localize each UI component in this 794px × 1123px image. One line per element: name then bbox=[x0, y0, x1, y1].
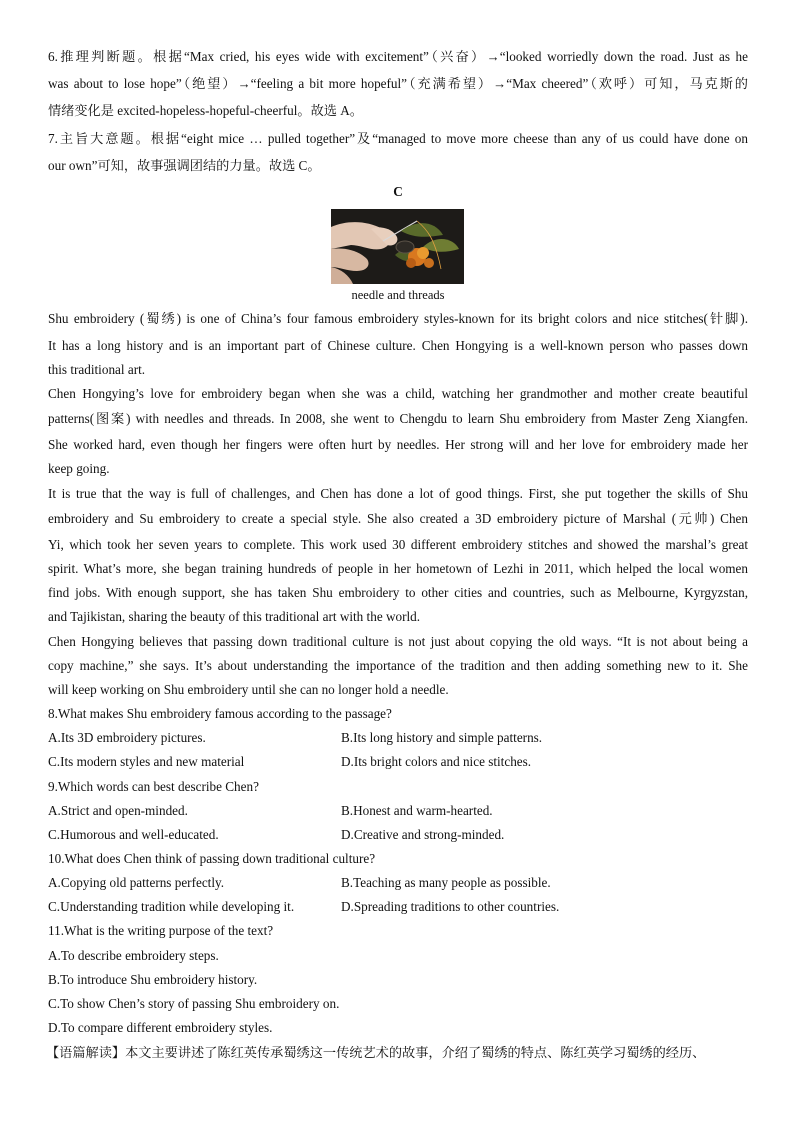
question-stem: 10.What does Chen think of passing down traditional culture? bbox=[48, 851, 376, 866]
answer-option: B.Honest and warm-hearted. bbox=[341, 803, 493, 818]
answer-option: A.To describe embroidery steps. bbox=[48, 948, 219, 963]
answer-option: D.Spreading traditions to other countries. bbox=[341, 899, 560, 914]
answer-option: A.Copying old patterns perfectly. bbox=[48, 875, 225, 890]
passage-line: copy machine,” she says. It’s about understanding the importance of the tradition and then adding something new to it. She bbox=[48, 658, 748, 673]
answer-option: B.To introduce Shu embroidery history. bbox=[48, 972, 258, 987]
question-stem: 9.Which words can best describe Chen? bbox=[48, 779, 259, 794]
q6-explanation-line-2: was about to lose hope”（绝望）→“feeling a bit more hopeful”（充满希望）→“Max cheered”（欢呼）可知，马克斯的 bbox=[48, 76, 748, 91]
question-stem: 11.What is the writing purpose of the text? bbox=[48, 923, 274, 938]
analysis-text: 【语篇解读】本文主要讲述了陈红英传承蜀绣这一传统艺术的故事，介绍了蜀绣的特点、陈红英学习蜀绣的经历、 bbox=[46, 1045, 706, 1060]
answer-option: C.Understanding tradition while developing it. bbox=[48, 899, 295, 914]
passage-line: will keep working on Shu embroidery until she can no longer hold a needle. bbox=[48, 682, 449, 697]
passage-line: She worked hard, even though her fingers were often hurt by needles. Her strong will and her love for embroidery made her bbox=[48, 437, 748, 452]
answer-option: B.Its long history and simple patterns. bbox=[341, 730, 543, 745]
answer-option: A.Strict and open-minded. bbox=[48, 803, 188, 818]
q6-explanation-line-3: 情绪变化是 excited-hopeless-hopeful-cheerful。故选 A。 bbox=[48, 103, 363, 118]
answer-option: C.Humorous and well-educated. bbox=[48, 827, 219, 842]
passage-line: It is true that the way is full of challenges, and Chen has done a lot of good things. First, she put together the skills of Shu bbox=[48, 486, 748, 501]
section-heading: C bbox=[393, 184, 403, 199]
answer-option: D.Its bright colors and nice stitches. bbox=[341, 754, 532, 769]
passage-line: Chen Hongying believes that passing down traditional culture is not just about copying the old ways. “It is not about being a bbox=[48, 634, 748, 649]
passage-line: embroidery and Su embroidery to create a special style. She also created a 3D embroidery picture of Marshal (元帅) Chen bbox=[48, 511, 748, 526]
passage-line: this traditional art. bbox=[48, 362, 146, 377]
passage-line: spirit. What’s more, she began training hundreds of people in her hometown of Lezhi in 2011, which helped the local women bbox=[48, 561, 748, 576]
passage-line: find jobs. With enough support, she has taken Shu embroidery to other cities and countries, such as Melbourne, Kyrgyzstan, bbox=[48, 585, 748, 600]
answer-option: C.To show Chen’s story of passing Shu embroidery on. bbox=[48, 996, 340, 1011]
q6-explanation-line-1: 6.推理判断题。根据“Max cried, his eyes wide with excitement”（兴奋）→“looked worriedly down the road. Just as he bbox=[48, 49, 748, 64]
passage-line: Chen Hongying’s love for embroidery began when she was a child, watching her grandmother and mother create beautiful bbox=[48, 386, 748, 401]
answer-option: A.Its 3D embroidery pictures. bbox=[48, 730, 206, 745]
answer-option: D.To compare different embroidery styles. bbox=[48, 1020, 273, 1035]
passage-line: keep going. bbox=[48, 461, 110, 476]
answer-option: B.Teaching as many people as possible. bbox=[341, 875, 551, 890]
q7-explanation-line-1: 7.主旨大意题。根据“eight mice … pulled together”及“managed to move more cheese than any of us could have done on bbox=[48, 131, 748, 146]
answer-option: C.Its modern styles and new material bbox=[48, 754, 245, 769]
embroidery-photo-illustration bbox=[331, 209, 464, 284]
figure-caption: needle and threads bbox=[351, 288, 445, 302]
passage-line: patterns(图案) with needles and threads. In 2008, she went to Chengdu to learn Shu embroidery from Master Zeng Xiangfen. bbox=[48, 411, 748, 426]
question-stem: 8.What makes Shu embroidery famous according to the passage? bbox=[48, 706, 392, 721]
passage-line: and Tajikistan, sharing the beauty of this traditional art with the world. bbox=[48, 609, 421, 624]
embroidery-photo bbox=[331, 209, 464, 284]
passage-line: It has a long history and is an important part of Chinese culture. Chen Hongying is a well-known person who passes down bbox=[48, 338, 748, 353]
passage-line: Shu embroidery (蜀绣) is one of China’s four famous embroidery styles-known for its bright colors and nice stitches(针脚). bbox=[48, 311, 748, 326]
passage-line: Yi, which took her seven years to complete. This work used 30 different embroidery stitches and showed the marshal’s great bbox=[48, 537, 748, 552]
answer-option: D.Creative and strong-minded. bbox=[341, 827, 505, 842]
q7-explanation-line-2: our own”可知，故事强调团结的力量。故选 C。 bbox=[48, 158, 321, 173]
